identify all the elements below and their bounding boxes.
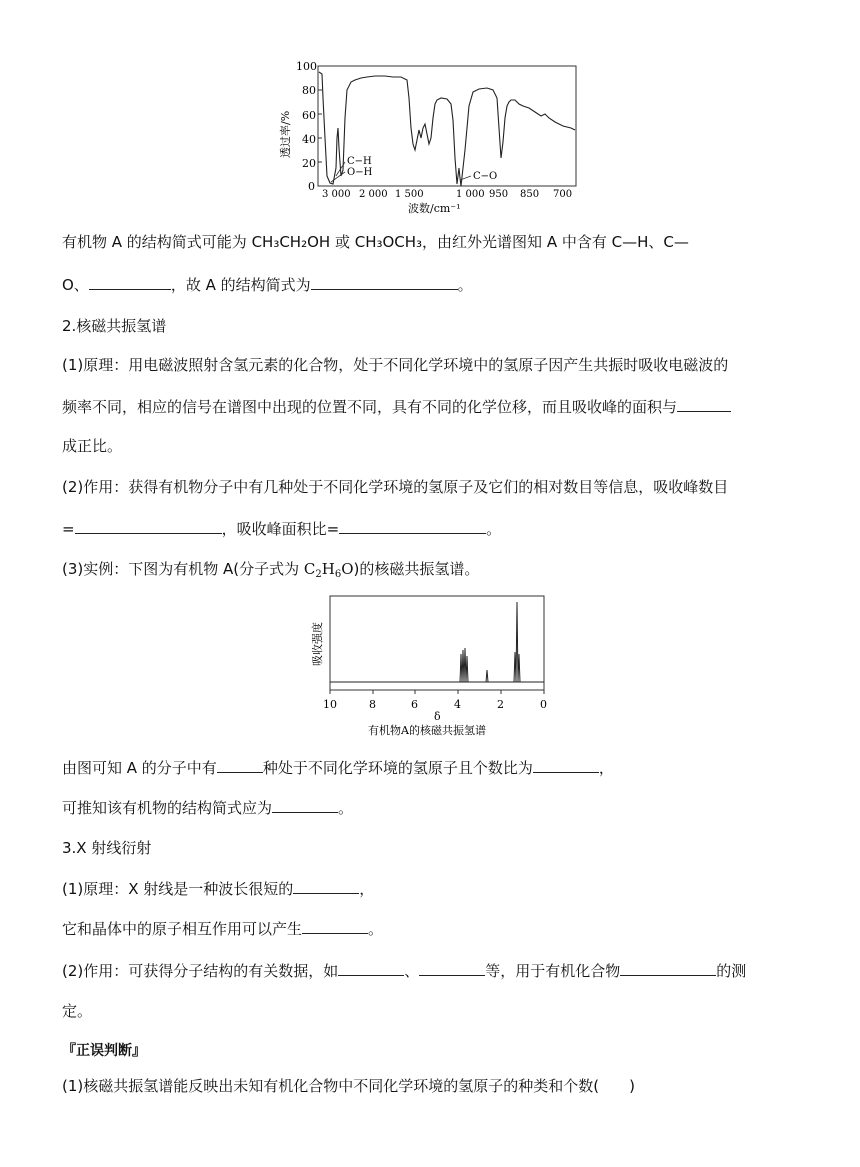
nmr-x-tick: 8 — [369, 698, 376, 711]
body-text: 定。 — [62, 1002, 93, 1020]
answer-blank[interactable] — [677, 396, 731, 412]
body-text: 成正比。 — [62, 437, 123, 455]
ir-y-tick: 80 — [302, 84, 316, 97]
body-text: 频率不同，相应的信号在谱图中出现的位置不同，具有不同的化学位移，而且吸收峰的面积与 — [62, 398, 678, 416]
body-text: (1)原理：用电磁波照射含氢元素的化合物，处于不同化学环境中的氢原子因产生共振时吸收电磁波的 — [62, 356, 729, 374]
ir-peak-label-ch: C−H — [347, 156, 372, 167]
ir-x-tick: 3 000 — [322, 189, 351, 200]
para-ir-text: ，故 A 的结构简式为 — [170, 276, 311, 294]
ir-x-tick: 850 — [520, 189, 540, 200]
body-text: 等，用于有机化合物 — [485, 962, 621, 980]
answer-blank[interactable] — [89, 274, 171, 290]
answer-blank[interactable] — [75, 518, 222, 534]
para-ir-line1 — [62, 232, 689, 252]
nmr-spectrum-figure — [298, 594, 568, 744]
xray-function-line2 — [62, 1001, 92, 1021]
xray-function-line1 — [62, 960, 746, 981]
ir-x-tick: 1 000 — [456, 189, 485, 200]
nmr-peak-oh — [486, 670, 488, 682]
body-text: 它和晶体中的原子相互作用可以产生 — [62, 920, 303, 938]
nmr-y-axis-title: 吸收强度 — [311, 622, 324, 666]
ir-y-tick: 60 — [302, 109, 316, 122]
ir-peak-label-oh: O−H — [347, 167, 373, 178]
body-text: (1)原理：X 射线是一种波长很短的 — [62, 880, 294, 898]
ir-x-tick: 2 000 — [359, 189, 388, 200]
body-text: 可推知该有机物的结构简式应为 — [62, 799, 273, 817]
nmr-x-tick: 6 — [411, 698, 418, 711]
ir-x-axis-title: 波数/cm⁻¹ — [408, 202, 461, 215]
answer-blank[interactable] — [293, 878, 359, 894]
ir-peak-label-co: C−O — [473, 171, 498, 182]
body-text: 。 — [486, 520, 502, 538]
answer-blank[interactable] — [620, 960, 716, 976]
xray-principle-line1 — [62, 878, 374, 899]
body-text: )的核磁共振氢谱。 — [353, 560, 480, 578]
ir-y-tick: 100 — [296, 60, 317, 73]
answer-blank[interactable] — [272, 797, 338, 813]
body-text: 。 — [368, 920, 384, 938]
body-text: ， — [359, 880, 375, 898]
para-ir-line2 — [62, 274, 473, 295]
ir-y-tick: 20 — [302, 157, 316, 170]
body-text: ，吸收峰面积比= — [221, 520, 340, 538]
nmr-peak-ch2 — [460, 648, 468, 682]
nmr-peak-ch3 — [514, 602, 520, 682]
nmr-question-line1 — [62, 757, 614, 778]
answer-blank[interactable] — [302, 918, 368, 934]
ir-x-tick: 950 — [489, 189, 509, 200]
judgement-heading — [62, 1041, 146, 1061]
answer-blank[interactable] — [533, 757, 599, 773]
ir-x-tick: 700 — [553, 189, 573, 200]
nmr-principle-line3 — [62, 436, 122, 456]
judgement-item-1 — [62, 1076, 635, 1096]
answer-blank[interactable] — [217, 757, 263, 773]
nmr-plot-frame — [330, 596, 544, 690]
nmr-x-tick: 0 — [540, 698, 547, 711]
body-text: = — [62, 520, 75, 538]
nmr-function-line1 — [62, 477, 728, 497]
answer-blank[interactable] — [419, 960, 485, 976]
ir-spectrum-figure — [275, 58, 595, 218]
nmr-principle-line2 — [62, 396, 731, 417]
body-text: 的测 — [716, 962, 747, 980]
ir-y-axis-title: 透过率/% — [279, 110, 292, 158]
answer-blank[interactable] — [339, 518, 486, 534]
ir-y-tick: 40 — [302, 133, 316, 146]
nmr-x-tick: 4 — [454, 698, 461, 711]
body-text: (3)实例：下图为有机物 A(分子式为 — [62, 560, 304, 578]
body-text: 。 — [338, 799, 354, 817]
nmr-x-tick: 2 — [497, 698, 504, 711]
para-ir-text: 。 — [457, 276, 473, 294]
body-text: 种处于不同化学环境的氢原子且个数比为 — [262, 759, 533, 777]
body-text: (2)作用：可获得分子结构的有关数据，如 — [62, 962, 339, 980]
nmr-example-line — [62, 559, 479, 579]
body-text: (2)作用：获得有机物分子中有几种处于不同化学环境的氢原子及它们的相对数目等信息，吸收峰数目 — [62, 478, 729, 496]
formula: $C_2H_6O$ — [303, 560, 354, 580]
nmr-function-line2 — [62, 518, 501, 539]
body-text: 、 — [404, 962, 420, 980]
nmr-x-axis-title: δ — [434, 710, 441, 723]
ir-y-tick: 0 — [308, 180, 315, 193]
body-text: ， — [598, 759, 614, 777]
section-title: 2.核磁共振氢谱 — [62, 317, 167, 335]
body-text: 由图可知 A 的分子中有 — [62, 759, 217, 777]
section-title-nmr — [62, 316, 166, 336]
para-ir-text: O、 — [62, 276, 89, 294]
ir-x-tick: 1 500 — [395, 189, 424, 200]
para-ir-text: 有机物 A 的结构简式可能为 CH₃CH₂OH 或 CH₃OCH₃，由红外光谱图知 A 中含有 C—H、C— — [62, 233, 689, 251]
body-text: (1)核磁共振氢谱能反映出未知有机化合物中不同化学环境的氢原子的种类和个数( ) — [62, 1077, 635, 1095]
nmr-caption: 有机物A的核磁共振氢谱 — [368, 724, 486, 737]
section-title-xray — [62, 838, 151, 858]
xray-principle-line2 — [62, 918, 383, 939]
answer-blank[interactable] — [338, 960, 404, 976]
answer-blank[interactable] — [311, 274, 458, 290]
nmr-principle-line1 — [62, 355, 728, 375]
nmr-question-line2 — [62, 797, 353, 818]
section-title: 3.X 射线衍射 — [62, 839, 152, 857]
judgement-title: 『正误判断』 — [62, 1043, 146, 1059]
nmr-x-tick: 10 — [323, 698, 337, 711]
